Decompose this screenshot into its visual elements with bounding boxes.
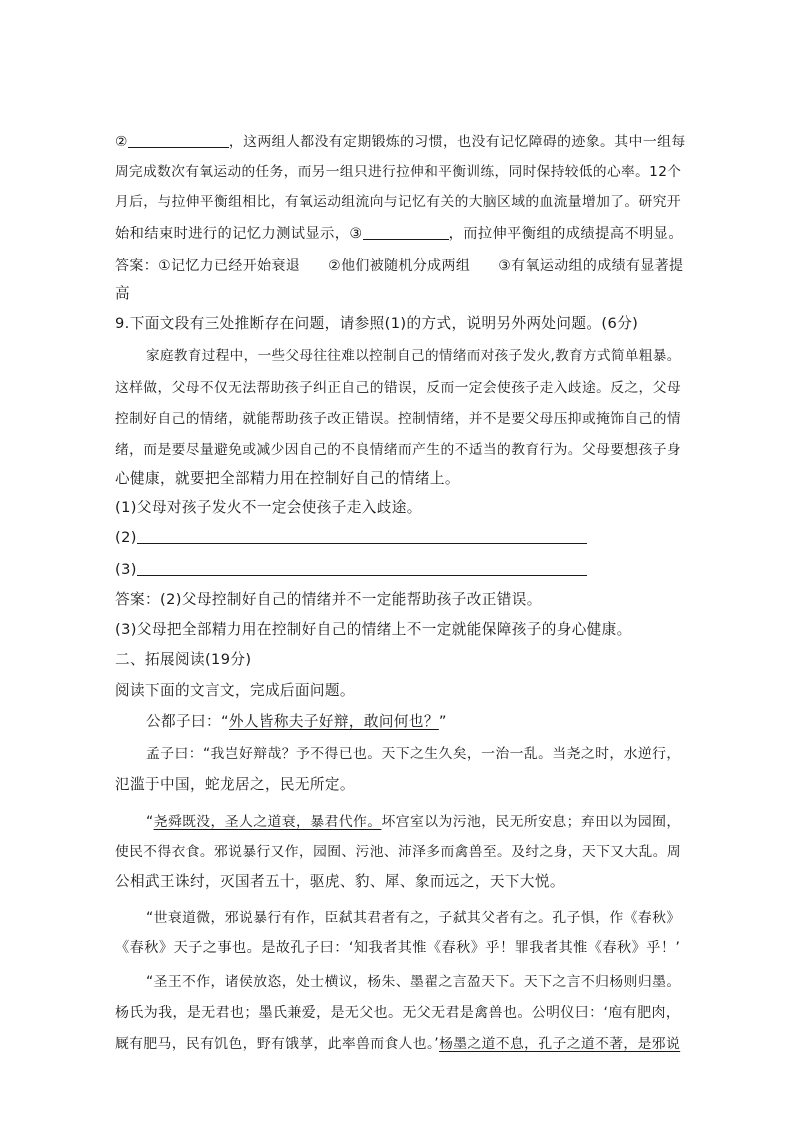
section-instruction: 阅读下面的文言文，完成后面问题。 bbox=[115, 682, 355, 699]
q8-answer-cont: 高 bbox=[115, 285, 130, 302]
classical-p2-line-1: 孟子曰：“我岂好辩哉？予不得已也。天下之生久矣，一治一乱。当尧之时，水逆行， bbox=[146, 746, 681, 762]
answer-blank-3 bbox=[363, 224, 449, 240]
q9-passage-line-3: 控制好自己的情绪，就能帮助孩子改正错误。控制情绪，并不是要父母压抑或掩饰自己的情 bbox=[115, 411, 682, 427]
section-heading: 二、拓展阅读(19分) bbox=[115, 651, 252, 668]
classical-p5-line-1: “圣王不作，诸侯放恣，处士横议，杨朱、墨翟之言盈天下。天下之言不归杨则归墨。 bbox=[146, 974, 681, 990]
answer-line-3 bbox=[137, 560, 587, 576]
q9-passage-line-5: 心健康，就要把全部精力用在控制好自己的情绪上。 bbox=[115, 470, 460, 487]
q9-item-3: (3) bbox=[115, 560, 587, 580]
q9-passage-line-4: 绪，而是要尽量避免或减少因自己的不良情绪而产生的不适当的教育行为。父母要想孩子身 bbox=[115, 442, 682, 458]
classical-p5-line-3: 厩有肥马，民有饥色，野有饿莩，此率兽而食人也。’杨墨之道不息，孔子之道不著，是邪说 bbox=[115, 1036, 681, 1052]
underlined-sentence-2: 尧舜既没，圣人之道衰，暴君代作。 bbox=[153, 814, 382, 830]
answer-line-2 bbox=[137, 528, 587, 544]
classical-p2-line-2: 氾滥于中国，蛇龙居之，民无所定。 bbox=[115, 776, 355, 793]
q8-line-3: 月后，与拉伸平衡组相比，有氧运动组流向与记忆有关的大脑区域的血流量增加了。研究开 bbox=[115, 194, 682, 210]
q8-line-1: ② ，这两组人都没有定期锻炼的习惯，也没有记忆障碍的迹象。其中一组每 bbox=[115, 134, 686, 150]
q9-item-1: (1)父母对孩子发火不一定会使孩子走入歧途。 bbox=[115, 499, 422, 516]
q9-passage-line-1: 家庭教育过程中，一些父母往往难以控制自己的情绪而对孩子发火,教育方式简单粗暴。 bbox=[146, 348, 681, 364]
classical-p3-line-2: 使民不得衣食。邪说暴行又作，园囿、污池、沛泽多而禽兽至。及纣之身，天下又大乱。周 bbox=[115, 844, 682, 860]
classical-p4-line-1: “世衰道微，邪说暴行有作，臣弑其君者有之，子弑其父者有之。孔子惧，作《春秋》 bbox=[146, 910, 681, 926]
classical-p5-line-2: 杨氏为我，是无君也；墨氏兼爱，是无父也。无父无君是禽兽也。公明仪曰：‘庖有肥肉， bbox=[115, 1005, 681, 1021]
classical-p4-line-2: 《春秋》天子之事也。是故孔子曰：‘知我者其惟《春秋》乎！罪我者其惟《春秋》乎！’ bbox=[115, 940, 681, 956]
q8-answer-line: 答案：①记忆力已经开始衰退 ②他们被随机分成两组 ③有氧运动组的成绩有显著提 bbox=[115, 258, 684, 274]
q9-passage-line-2: 这样做，父母不仅无法帮助孩子纠正自己的错误，反而一定会使孩子走入歧途。反之，父母 bbox=[115, 380, 682, 396]
q9-title: 9.下面文段有三处推断存在问题，请参照(1)的方式，说明另外两处问题。(6分) bbox=[115, 315, 639, 332]
q8-line-4: 始和结束时进行的记忆力测试显示，③ ，而拉伸平衡组的成绩提高不明显。 bbox=[115, 226, 683, 242]
underlined-sentence-3: 杨墨之道不息，孔子之道不著，是邪说 bbox=[439, 1036, 681, 1052]
q9-answer-2: (3)父母把全部精力用在控制好自己的情绪上不一定就能保障孩子的身心健康。 bbox=[115, 621, 632, 638]
q9-answer-1: 答案：(2)父母控制好自己的情绪并不一定能帮助孩子改正错误。 bbox=[115, 591, 542, 608]
underlined-sentence-1: 外人皆称夫子好辩，敢问何也？ bbox=[228, 713, 439, 730]
classical-p3-line-3: 公相武王诛纣，灭国者五十，驱虎、豹、犀、象而远之，天下大悦。 bbox=[115, 873, 565, 890]
classical-p3-line-1: “尧舜既没，圣人之道衰，暴君代作。坏宫室以为污池，民无所安息；弃田以为园囿， bbox=[146, 814, 681, 830]
q8-line-2: 周完成数次有氧运动的任务，而另一组只进行拉伸和平衡训练，同时保持较低的心率。12个 bbox=[115, 164, 682, 180]
answer-blank-2 bbox=[128, 132, 229, 148]
classical-p1: 公都子曰：“外人皆称夫子好辩，敢问何也？” bbox=[146, 713, 447, 730]
q9-item-2: (2) bbox=[115, 528, 587, 548]
